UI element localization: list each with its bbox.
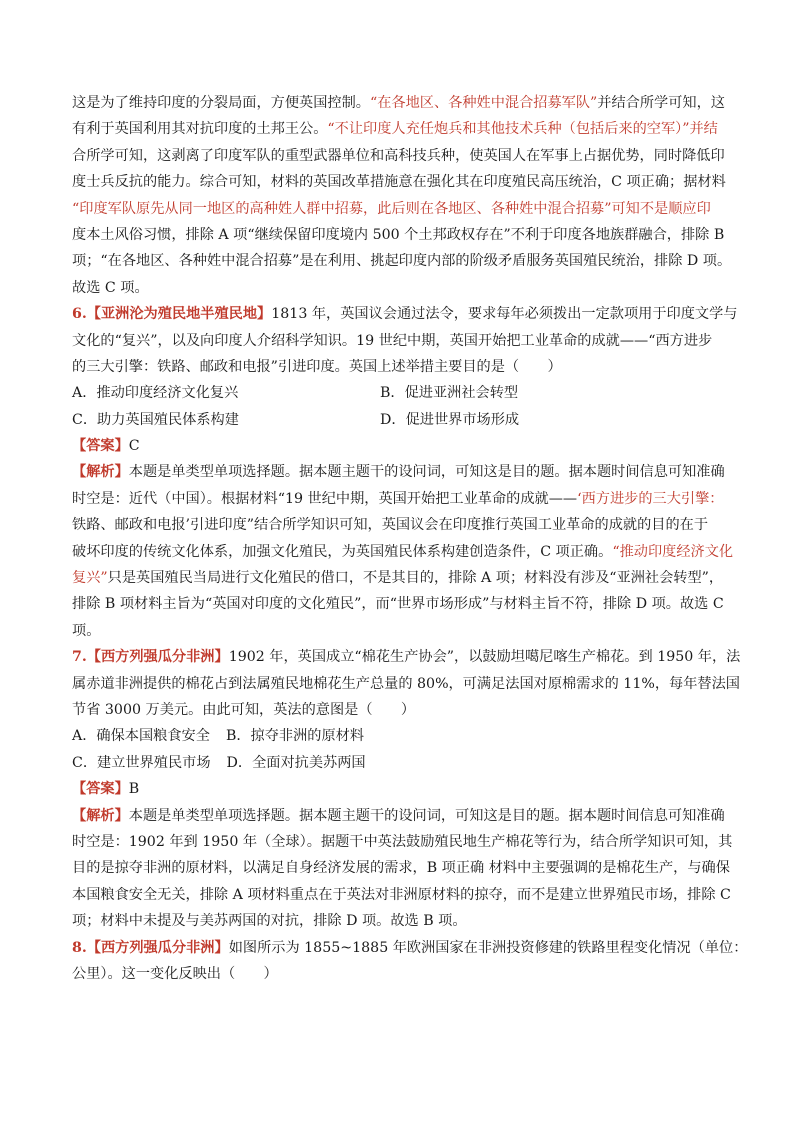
answer-value: B [128,781,140,798]
paragraph-line: 故选 C 项。 [72,279,149,296]
analysis-line [72,803,725,829]
paragraph-line: 本国粮食安全无关，排除 A 项材料重点在于英法对非洲原材料的掠夺，而不是建立世界殖民市场，排除 C [72,886,731,903]
question-7-stem [72,644,741,670]
text: 这是为了维持印度的分裂局面，方便英国控制。 [72,95,370,111]
text: 只是英国殖民当局进行文化殖民的借口，不是其目的，排除 A 项；材料没有涉及“亚洲社会转型”， [107,570,724,587]
option-b: B．掠夺非洲的原材料 [225,728,365,745]
options-row [72,750,722,776]
options-row [72,380,722,406]
text: 本题是单类型单项选择题。据本题主题干的设问词，可知这是目的题。据本题时间信息可知准确 [128,807,725,824]
analysis-tag: 【解析】 [72,464,129,481]
text: 有利于英国利用其对抗印度的土邦王公。 [72,121,328,138]
paragraph-line: 度士兵反抗的能力。综合可知，材料的英国改革措施意在强化其在印度殖民高压统治，C 项正确；据材料 [72,174,726,191]
option-b: B．促进亚洲社会转型 [380,385,519,402]
paragraph-line: 度本土风俗习惯，排除 A 项“继续保留印度境内 500 个土邦政权存在”不利于印度各地族群融合，排除 B [72,226,725,243]
text: 破坏印度的传统文化体系，加强文化殖民，为英国殖民体系构建创造条件，C 项正确。 [72,543,613,560]
text: 1813 年，英国议会通过法令，要求每年必须拨出一定款项用于印度文学与 [271,306,738,323]
question-tag: 7.【西方列强瓜分非洲】 [72,649,229,666]
answer-line [72,433,722,459]
paragraph-line [72,116,722,142]
paragraph-line [72,565,722,591]
paragraph-line: 铁路、邮政和电报’引进印度”结合所学知识可知，英国议会在印度推行英国工业革命的成就的目的在于 [72,517,709,534]
option-c: C．建立世界殖民市场 [72,754,211,771]
question-tag: 8.【西方列强瓜分非洲】 [72,939,229,956]
answer-tag: 【答案】 [72,781,129,798]
quoted-text: 复兴” [72,570,108,587]
paragraph-line [72,486,722,512]
answer-line [72,776,722,802]
quoted-text: “不让印度人充任炮兵和其他技术兵种（包括后来的空军）”并结 [327,121,718,138]
option-d: D．促进世界市场形成 [380,411,520,428]
question-8-stem [72,935,748,961]
paragraph-line: 目的是掠夺非洲的原材料，以满足自身经济发展的需求，B 项正确 材料中主要强调的是棉花生产，与确保 [72,860,730,877]
document-page [72,90,748,987]
answer-value: C [128,438,140,455]
options-row [72,407,722,433]
paragraph-line: 文化的“复兴”，以及向印度人介绍科学知识。19 世纪中期，英国开始把工业革命的成就——“西方进步 [72,332,713,349]
question-tag: 6.【亚洲沦为殖民地半殖民地】 [72,306,272,323]
answer-tag: 【答案】 [72,438,129,455]
paragraph-line: 的三大引擎：铁路、邮政和电报”引进印度。英国上述举措主要目的是（ ） [72,358,562,375]
text: 如图所示为 1855~1885 年欧洲国家在非洲投资修建的铁路里程变化情况（单位： [228,939,748,956]
option-a: A．确保本国粮食安全 [72,728,210,745]
paragraph-line: 节省 3000 万美元。由此可知，英法的意图是（ ） [72,701,416,718]
paragraph-line: 属赤道非洲提供的棉花占到法属殖民地棉花生产总量的 80%，可满足法国对原棉需求的 11%，每年替法国 [72,675,740,692]
paragraph-line: 时空是：1902 年到 1950 年（全球）。据题干中英法鼓励殖民地生产棉花等行为，结合所学知识可知，其 [72,833,733,850]
paragraph-line: 项；材料中未提及与美苏两国的对抗，排除 D 项。故选 B 项。 [72,913,467,930]
paragraph-line [72,539,734,565]
question-6-stem [72,301,738,327]
text: 并结合所学可知，这 [597,95,725,111]
text: 本题是单类型单项选择题。据本题主题干的设问词，可知这是目的题。据本题时间信息可知准确 [128,464,725,481]
options-row [72,723,722,749]
option-d: D．全面对抗美苏两国 [226,754,366,771]
paragraph-line: 合所学可知，这剥离了印度军队的重型武器单位和高科技兵种，使英国人在军事上占据优势，同时降低印 [72,147,725,164]
quoted-text: “在各地区、各种姓中混合招募军队” [369,95,598,111]
paragraph-line: 公里）。这一变化反映出（ ） [72,965,278,982]
quoted-text: “推动印度经济文化 [612,543,734,560]
paragraph-line: 项；“在各地区、各种姓中混合招募”是在利用、挑起印度内部的阶级矛盾服务英国殖民统治，排除 D 项。 [72,253,732,270]
quoted-text: ‘西方进步的三大引擎： [577,490,724,507]
paragraph-line: “印度军队原先从同一地区的高种姓人群中招募，此后则在各地区、各种姓中混合招募”可知不是顺应印 [72,200,711,217]
text: 时空是：近代（中国）。根据材料“19 世纪中期，英国开始把工业革命的成就—— [72,490,578,507]
analysis-line [72,459,725,485]
paragraph-line: 项。 [72,622,101,639]
text: 1902 年，英国成立“棉花生产协会”，以鼓励坦噶尼喀生产棉花。到 1950 年，法 [228,649,741,666]
paragraph-line [72,90,725,116]
option-c: C．助力英国殖民体系构建 [72,411,239,428]
analysis-tag: 【解析】 [72,807,129,824]
option-a: A．推动印度经济文化复兴 [72,385,239,402]
paragraph-line: 排除 B 项材料主旨为“英国对印度的文化殖民”，而“世界市场形成”与材料主旨不符，排除 D 项。故选 C [72,596,724,613]
